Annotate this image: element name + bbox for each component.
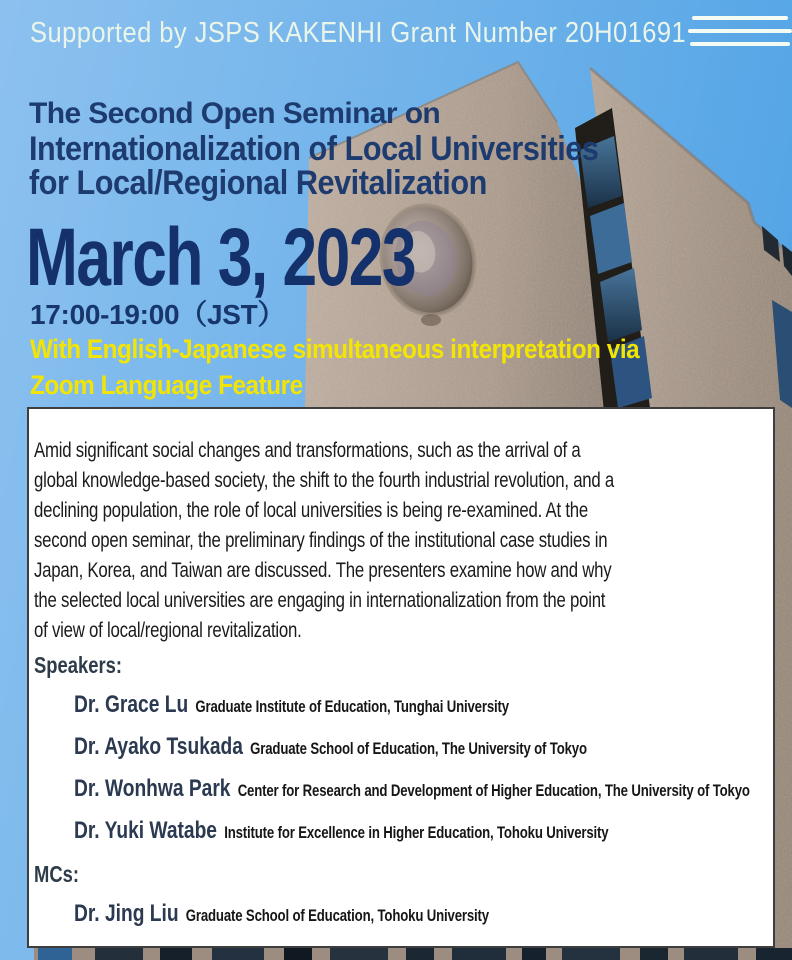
abstract-line: Japan, Korea, and Taiwan are discussed. The presenters examine how and why [34,559,612,582]
speaker-name: Dr. Grace Lu [74,691,189,718]
abstract-line: second open seminar, the preliminary findings of the institutional case studies in [34,529,608,552]
title-line-1: The Second Open Seminar on [29,97,441,130]
mcs-heading: MCs: [34,861,79,887]
speaker-item [74,775,750,805]
abstract-line: the selected local universities are engaging in internationalization from the point [34,589,606,612]
triple-lines-decoration [688,16,792,46]
speaker-item [74,817,627,847]
abstract-line: Amid significant social changes and transformations, such as the arrival of a [34,439,581,462]
speaker-affiliation: Graduate Institute of Education, Tunghai University [195,698,509,716]
mc-affiliation: Graduate School of Education, Tohoku University [185,907,489,925]
details-panel [27,407,775,948]
abstract-paragraph [34,436,765,646]
interpretation-line-2: Zoom Language Feature [30,370,303,400]
event-date: March 3, 2023 [26,212,416,303]
event-time: 17:00-19:00（JST） [30,299,286,330]
speaker-name: Dr. Yuki Watabe [74,817,217,844]
speaker-item [74,733,627,763]
speaker-name: Dr. Wonhwa Park [74,775,231,802]
decoration-line [692,16,788,20]
speaker-name: Dr. Ayako Tsukada [74,733,243,760]
grant-support-banner: Supported by JSPS KAKENHI Grant Number 20H01691 [30,17,687,49]
decoration-line [690,42,790,46]
mc-name: Dr. Jing Liu [74,900,179,927]
speaker-affiliation: Institute for Excellence in Higher Education, Tohoku University [224,824,609,842]
decoration-line [688,29,792,33]
interpretation-line-1: With English-Japanese simultaneous interpretation via [30,334,640,364]
title-line-2: Internationalization of Local Universities [29,130,599,168]
speaker-item [74,691,627,721]
interpretation-note [30,331,707,403]
abstract-line: of view of local/regional revitalization. [34,619,302,642]
speaker-affiliation: Center for Research and Development of Higher Education, The University of Tokyo [237,782,750,800]
seminar-title [29,96,662,200]
abstract-line: global knowledge-based society, the shift to the fourth industrial revolution, and a [34,469,615,492]
abstract-line: declining population, the role of local universities is being re-examined. At the [34,499,588,522]
title-line-3: for Local/Regional Revitalization [29,164,487,202]
speakers-heading: Speakers: [34,652,122,678]
speaker-affiliation: Graduate School of Education, The University of Tokyo [250,740,587,758]
mc-item [74,900,627,930]
